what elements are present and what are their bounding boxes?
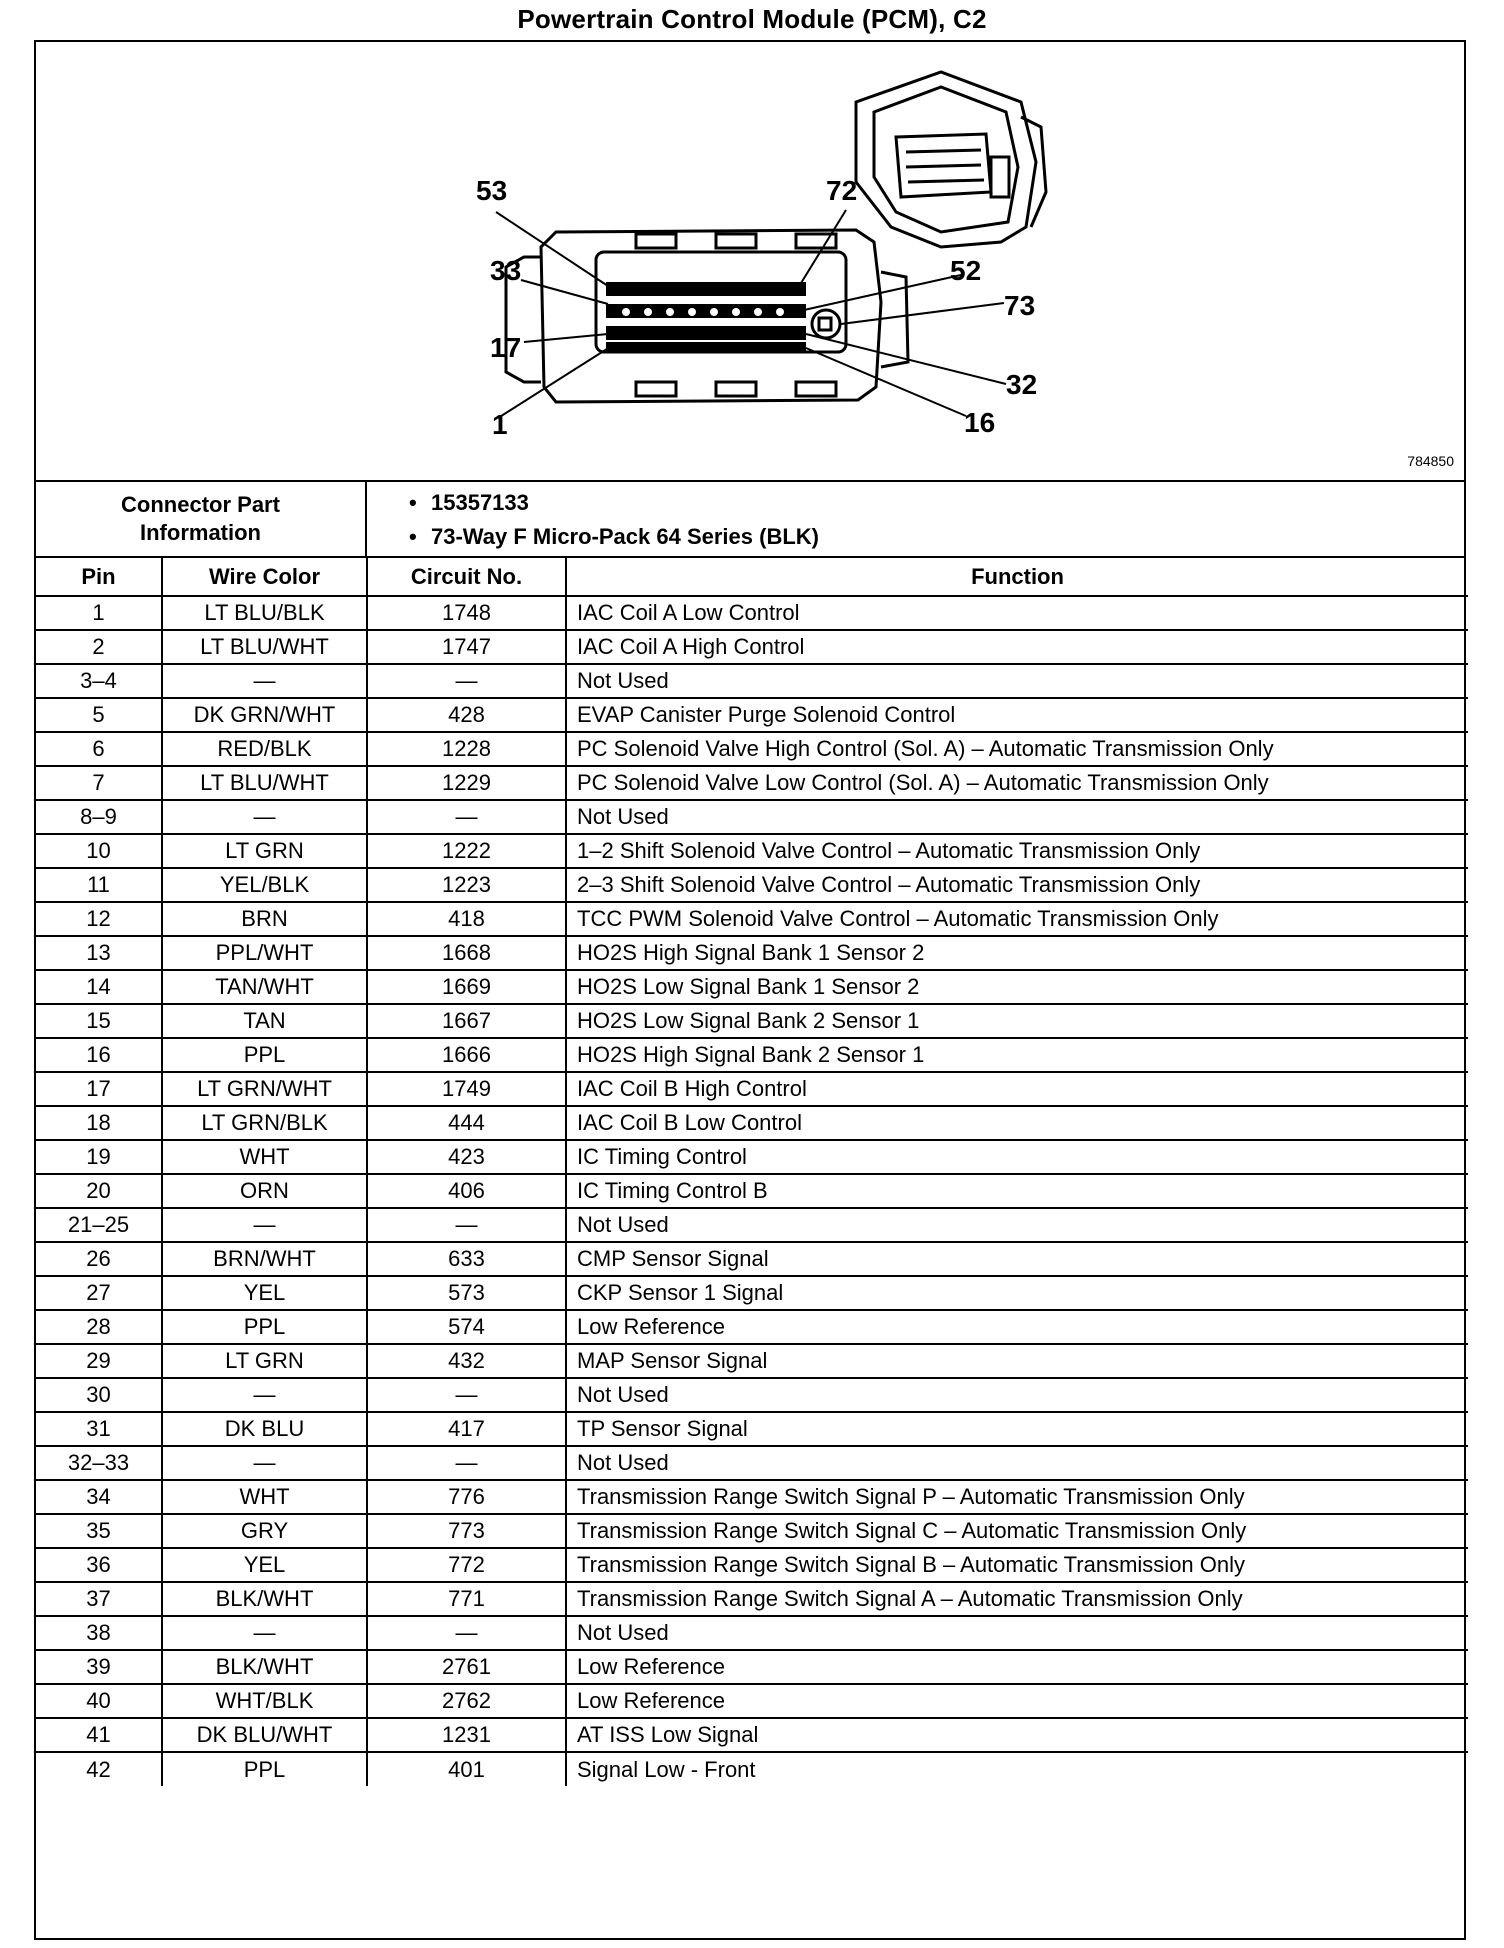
table-row [36, 1106, 1468, 1140]
function-cell: Not Used [566, 1208, 1468, 1242]
pin-label-52: 52 [950, 255, 982, 286]
circuit-cell: 401 [367, 1752, 566, 1786]
function-cell: Not Used [566, 1446, 1468, 1480]
circuit-cell: 428 [367, 698, 566, 732]
pin-label-72: 72 [826, 175, 858, 206]
pin-cell: 29 [36, 1344, 162, 1378]
pin-cell: 31 [36, 1412, 162, 1446]
function-cell: EVAP Canister Purge Solenoid Control [566, 698, 1468, 732]
function-cell: IC Timing Control B [566, 1174, 1468, 1208]
pin-cell: 21–25 [36, 1208, 162, 1242]
pin-cell: 26 [36, 1242, 162, 1276]
pin-cell: 2 [36, 630, 162, 664]
function-cell: Transmission Range Switch Signal B – Automatic Transmission Only [566, 1548, 1468, 1582]
circuit-cell: 574 [367, 1310, 566, 1344]
table-row [36, 1514, 1468, 1548]
function-cell: TCC PWM Solenoid Valve Control – Automatic Transmission Only [566, 902, 1468, 936]
table-row [36, 1752, 1468, 1786]
pin-cell: 10 [36, 834, 162, 868]
wire-color-cell: — [162, 1616, 367, 1650]
wire-color-cell: — [162, 1208, 367, 1242]
wire-color-cell: — [162, 1446, 367, 1480]
circuit-cell: — [367, 1446, 566, 1480]
table-row [36, 732, 1468, 766]
wire-color-cell: BRN/WHT [162, 1242, 367, 1276]
header-function: Function [566, 558, 1468, 596]
connector-info-label-line2: Information [140, 520, 261, 545]
connector-description: 73-Way F Micro-Pack 64 Series (BLK) [431, 524, 819, 549]
pin-label-1: 1 [492, 409, 508, 440]
pin-cell: 30 [36, 1378, 162, 1412]
table-row [36, 1140, 1468, 1174]
pin-cell: 35 [36, 1514, 162, 1548]
function-cell: IAC Coil A High Control [566, 630, 1468, 664]
function-cell: Not Used [566, 1616, 1468, 1650]
table-row [36, 1344, 1468, 1378]
circuit-cell: 406 [367, 1174, 566, 1208]
pin-label-16: 16 [964, 407, 996, 438]
header-circuit-no: Circuit No. [367, 558, 566, 596]
pin-cell: 42 [36, 1752, 162, 1786]
wire-color-cell: RED/BLK [162, 732, 367, 766]
circuit-cell: 573 [367, 1276, 566, 1310]
circuit-cell: — [367, 664, 566, 698]
pin-grid-drawing [606, 282, 806, 352]
function-cell: Transmission Range Switch Signal P – Automatic Transmission Only [566, 1480, 1468, 1514]
table-row [36, 664, 1468, 698]
pin-cell: 38 [36, 1616, 162, 1650]
circuit-cell: 772 [367, 1548, 566, 1582]
wire-color-cell: LT BLU/WHT [162, 766, 367, 800]
pin-cell: 41 [36, 1718, 162, 1752]
table-row [36, 970, 1468, 1004]
connector-illustration [36, 42, 1464, 478]
table-row [36, 936, 1468, 970]
table-row [36, 1174, 1468, 1208]
pin-cell: 36 [36, 1548, 162, 1582]
table-row [36, 630, 1468, 664]
table-row [36, 1684, 1468, 1718]
function-cell: HO2S High Signal Bank 2 Sensor 1 [566, 1038, 1468, 1072]
pin-cell: 17 [36, 1072, 162, 1106]
pin-cell: 12 [36, 902, 162, 936]
function-cell: Not Used [566, 664, 1468, 698]
circuit-cell: 771 [367, 1582, 566, 1616]
wire-color-cell: PPL/WHT [162, 936, 367, 970]
table-row [36, 1004, 1468, 1038]
function-cell: IC Timing Control [566, 1140, 1468, 1174]
wire-color-cell: WHT/BLK [162, 1684, 367, 1718]
pin-cell: 1 [36, 596, 162, 630]
function-cell: Transmission Range Switch Signal C – Automatic Transmission Only [566, 1514, 1468, 1548]
wire-color-cell: LT BLU/BLK [162, 596, 367, 630]
table-row [36, 834, 1468, 868]
wire-color-cell: DK BLU/WHT [162, 1718, 367, 1752]
wire-color-cell: DK GRN/WHT [162, 698, 367, 732]
table-row [36, 1548, 1468, 1582]
pin-cell: 40 [36, 1684, 162, 1718]
table-row [36, 1208, 1468, 1242]
pin-cell: 6 [36, 732, 162, 766]
circuit-cell: — [367, 1378, 566, 1412]
circuit-cell: 1749 [367, 1072, 566, 1106]
pin-cell: 3–4 [36, 664, 162, 698]
circuit-cell: 1222 [367, 834, 566, 868]
function-cell: IAC Coil B High Control [566, 1072, 1468, 1106]
circuit-cell: 423 [367, 1140, 566, 1174]
page-title: Powertrain Control Module (PCM), C2 [517, 4, 987, 34]
wire-color-cell: LT GRN/WHT [162, 1072, 367, 1106]
function-cell: HO2S High Signal Bank 1 Sensor 2 [566, 936, 1468, 970]
table-row [36, 766, 1468, 800]
pin-label-73: 73 [1004, 290, 1036, 321]
pin-cell: 7 [36, 766, 162, 800]
pin-label-32: 32 [1006, 369, 1038, 400]
wire-color-cell: ORN [162, 1174, 367, 1208]
pin-cell: 28 [36, 1310, 162, 1344]
wire-color-cell: LT GRN/BLK [162, 1106, 367, 1140]
wire-color-cell: GRY [162, 1514, 367, 1548]
wire-color-cell: WHT [162, 1140, 367, 1174]
pin-cell: 5 [36, 698, 162, 732]
table-row [36, 596, 1468, 630]
wire-color-cell: YEL [162, 1276, 367, 1310]
pin-cell: 32–33 [36, 1446, 162, 1480]
connector-diagram [36, 42, 1464, 482]
function-cell: AT ISS Low Signal [566, 1718, 1468, 1752]
table-row [36, 902, 1468, 936]
table-row [36, 1310, 1468, 1344]
pin-cell: 15 [36, 1004, 162, 1038]
circuit-cell: 1231 [367, 1718, 566, 1752]
function-cell: Low Reference [566, 1684, 1468, 1718]
wire-color-cell: PPL [162, 1310, 367, 1344]
bullet-icon: • [409, 490, 417, 515]
table-row [36, 1446, 1468, 1480]
wire-color-cell: PPL [162, 1752, 367, 1786]
wire-color-cell: TAN [162, 1004, 367, 1038]
pin-cell: 16 [36, 1038, 162, 1072]
connector-info-list [367, 482, 1464, 556]
circuit-cell: 418 [367, 902, 566, 936]
circuit-cell: 2762 [367, 1684, 566, 1718]
bullet-icon: • [409, 524, 417, 549]
wire-color-cell: TAN/WHT [162, 970, 367, 1004]
table-row [36, 800, 1468, 834]
wire-color-cell: BLK/WHT [162, 1650, 367, 1684]
function-cell: HO2S Low Signal Bank 2 Sensor 1 [566, 1004, 1468, 1038]
function-cell: TP Sensor Signal [566, 1412, 1468, 1446]
circuit-cell: 773 [367, 1514, 566, 1548]
wire-color-cell: — [162, 1378, 367, 1412]
function-cell: Transmission Range Switch Signal A – Automatic Transmission Only [566, 1582, 1468, 1616]
pin-cell: 14 [36, 970, 162, 1004]
wire-color-cell: WHT [162, 1480, 367, 1514]
circuit-cell: — [367, 1208, 566, 1242]
function-cell: 1–2 Shift Solenoid Valve Control – Automatic Transmission Only [566, 834, 1468, 868]
function-cell: CKP Sensor 1 Signal [566, 1276, 1468, 1310]
function-cell: Low Reference [566, 1650, 1468, 1684]
pin-cell: 18 [36, 1106, 162, 1140]
circuit-cell: 1229 [367, 766, 566, 800]
wire-color-cell: LT BLU/WHT [162, 630, 367, 664]
wire-color-cell: — [162, 800, 367, 834]
pin-cell: 37 [36, 1582, 162, 1616]
function-cell: HO2S Low Signal Bank 1 Sensor 2 [566, 970, 1468, 1004]
function-cell: Not Used [566, 800, 1468, 834]
wire-color-cell: BRN [162, 902, 367, 936]
connector-part-info [36, 482, 1464, 558]
connector-info-label [36, 482, 367, 556]
wire-color-cell: YEL/BLK [162, 868, 367, 902]
circuit-cell: 1669 [367, 970, 566, 1004]
table-row [36, 1582, 1468, 1616]
circuit-cell: 1667 [367, 1004, 566, 1038]
part-number: 15357133 [431, 490, 529, 515]
function-cell: IAC Coil A Low Control [566, 596, 1468, 630]
circuit-cell: 1747 [367, 630, 566, 664]
mating-connector-drawing [856, 72, 1046, 247]
table-row [36, 1378, 1468, 1412]
function-cell: Not Used [566, 1378, 1468, 1412]
function-cell: Low Reference [566, 1310, 1468, 1344]
pin-label-53: 53 [476, 175, 508, 206]
connector-info-label-line1: Connector Part [121, 492, 280, 517]
circuit-cell: — [367, 800, 566, 834]
pin-cell: 27 [36, 1276, 162, 1310]
header-pin: Pin [36, 558, 162, 596]
circuit-cell: 776 [367, 1480, 566, 1514]
circuit-cell: 1666 [367, 1038, 566, 1072]
table-row [36, 1242, 1468, 1276]
circuit-cell: 1748 [367, 596, 566, 630]
figure-number: 784850 [1407, 453, 1454, 469]
table-row [36, 1650, 1468, 1684]
table-row [36, 1276, 1468, 1310]
pin-cell: 11 [36, 868, 162, 902]
function-cell: MAP Sensor Signal [566, 1344, 1468, 1378]
table-row [36, 698, 1468, 732]
connector-info-item [409, 520, 1464, 554]
wire-color-cell: DK BLU [162, 1412, 367, 1446]
circuit-cell: 633 [367, 1242, 566, 1276]
table-row [36, 1072, 1468, 1106]
wire-color-cell: — [162, 664, 367, 698]
wire-color-cell: LT GRN [162, 834, 367, 868]
function-cell: IAC Coil B Low Control [566, 1106, 1468, 1140]
pin-cell: 39 [36, 1650, 162, 1684]
pin-cell: 20 [36, 1174, 162, 1208]
table-row [36, 1038, 1468, 1072]
table-row [36, 868, 1468, 902]
circuit-cell: 444 [367, 1106, 566, 1140]
pin-cell: 13 [36, 936, 162, 970]
pin-cell: 19 [36, 1140, 162, 1174]
circuit-cell: 417 [367, 1412, 566, 1446]
connector-frame [34, 40, 1466, 1940]
table-row [36, 1480, 1468, 1514]
connector-info-item [409, 486, 1464, 520]
wire-color-cell: LT GRN [162, 1344, 367, 1378]
table-row [36, 1718, 1468, 1752]
function-cell: Signal Low - Front [566, 1752, 1468, 1786]
function-cell: PC Solenoid Valve High Control (Sol. A) – Automatic Transmission Only [566, 732, 1468, 766]
table-row [36, 1412, 1468, 1446]
table-row [36, 1616, 1468, 1650]
pin-table [36, 558, 1468, 1786]
circuit-cell: 1228 [367, 732, 566, 766]
function-cell: 2–3 Shift Solenoid Valve Control – Automatic Transmission Only [566, 868, 1468, 902]
pin-cell: 8–9 [36, 800, 162, 834]
circuit-cell: 1668 [367, 936, 566, 970]
function-cell: CMP Sensor Signal [566, 1242, 1468, 1276]
wire-color-cell: PPL [162, 1038, 367, 1072]
header-wire-color: Wire Color [162, 558, 367, 596]
table-header-row [36, 558, 1468, 596]
function-cell: PC Solenoid Valve Low Control (Sol. A) – Automatic Transmission Only [566, 766, 1468, 800]
circuit-cell: 2761 [367, 1650, 566, 1684]
pin-cell: 34 [36, 1480, 162, 1514]
wire-color-cell: BLK/WHT [162, 1582, 367, 1616]
pin-label-17: 17 [490, 332, 522, 363]
circuit-cell: — [367, 1616, 566, 1650]
circuit-cell: 1223 [367, 868, 566, 902]
pin-label-33: 33 [490, 255, 522, 286]
circuit-cell: 432 [367, 1344, 566, 1378]
wire-color-cell: YEL [162, 1548, 367, 1582]
